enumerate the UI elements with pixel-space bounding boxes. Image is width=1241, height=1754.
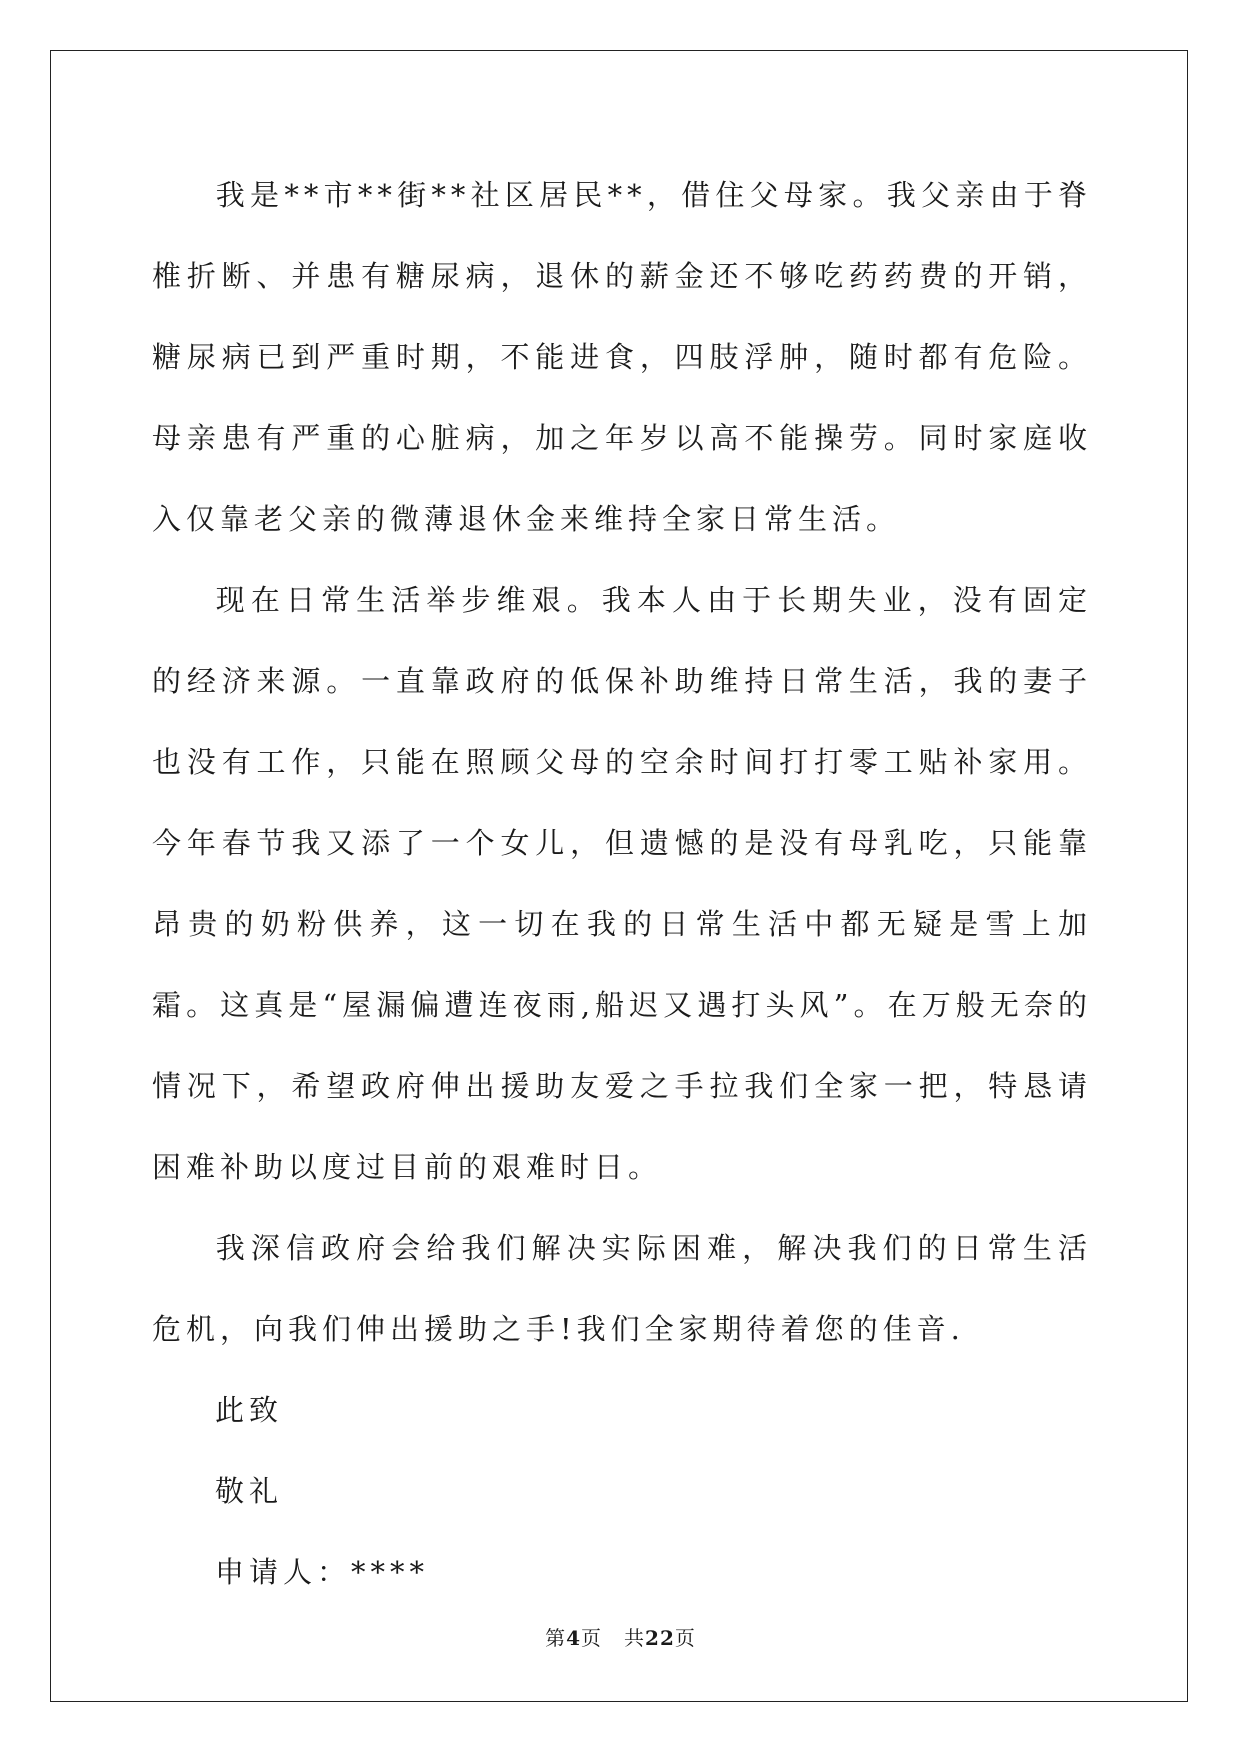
closing-salutation: 此致 (215, 1393, 284, 1427)
paragraph-3: 我深信政府会给我们解决实际困难，解决我们的日常生活危机，向我们伸出援助之手!我们全家期待着您的佳音. (152, 1231, 1092, 1346)
footer-prefix: 第 (545, 1626, 567, 1650)
letter-body (152, 155, 1092, 1613)
closing-regards: 敬礼 (215, 1474, 284, 1508)
current-page-number: 4 (566, 1626, 582, 1650)
total-page-count: 22 (645, 1626, 675, 1650)
signature-line: 申请人：**** (215, 1555, 430, 1589)
paragraph-2: 现在日常生活举步维艰。我本人由于长期失业，没有固定的经济来源。一直靠政府的低保补助维持日常生活，我的妻子也没有工作，只能在照顾父母的空余时间打打零工贴补家用。今年春节我又添了一个女儿，但遗憾的是没有母乳吃，只能靠昂贵的奶粉供养，这一切在我的日常生活中都无疑是雪上加霜。这真是“屋漏偏遭连夜雨,船迟又遇打头风”。在万般无奈的情况下，希望政府伸出援助友爱之手拉我们全家一把，特恳请困难补助以度过目前的艰难时日。 (152, 583, 1092, 1184)
paragraph-1: 我是**市**街**社区居民**，借住父母家。我父亲由于脊椎折断、并患有糖尿病，退休的薪金还不够吃药药费的开销，糖尿病已到严重时期，不能进食，四肢浮肿，随时都有危险。母亲患有严重的心脏病，加之年岁以高不能操劳。同时家庭收入仅靠老父亲的微薄退休金来维持全家日常生活。 (152, 178, 1092, 536)
page-footer (0, 1622, 1241, 1651)
footer-total-prefix: 共 (624, 1626, 646, 1650)
footer-total-suffix: 页 (674, 1626, 696, 1650)
footer-page-suffix: 页 (581, 1626, 603, 1650)
